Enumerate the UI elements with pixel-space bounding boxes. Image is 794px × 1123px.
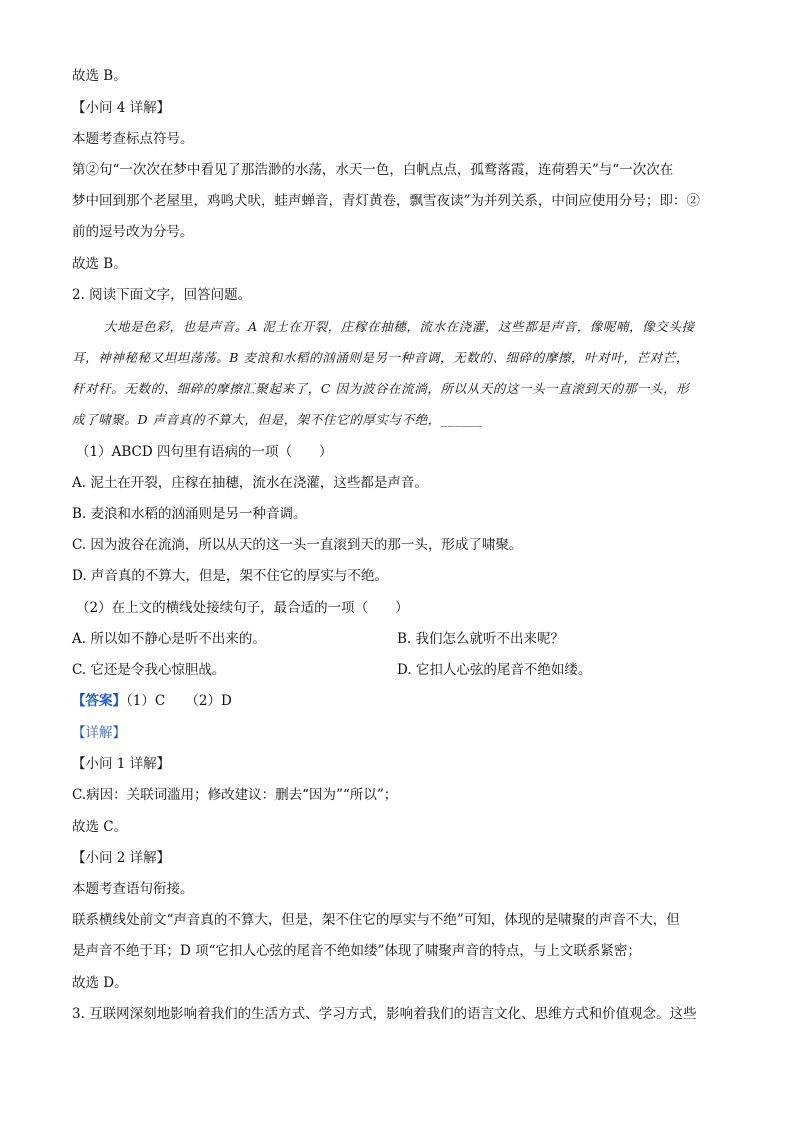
question-title: 2. 阅读下面文字，回答问题。 (72, 287, 252, 303)
answer-text: （1）C （2）D (126, 693, 232, 709)
text-line: 本题考查标点符号。 (72, 131, 194, 147)
text-line: 故选 D。 (72, 975, 128, 991)
sub-question: （1）ABCD 四句里有语病的一项（ ） (76, 444, 333, 460)
text-line: 梦中回到那个老屋里，鸡鸣犬吠，蛙声蝉音，青灯黄卷，飘雪夜读”为并列关系，中间应使用分号；即：② (72, 193, 700, 209)
option-c: C. 因为波谷在流淌，所以从天的这一头一直滚到天的那一头，形成了啸聚。 (72, 537, 523, 553)
text-line: 是声音不绝于耳；D 项“它扣人心弦的尾音不绝如缕”体现了啸聚声音的特点，与上文联系紧密； (72, 943, 641, 959)
text-line: 前的逗号改为分号。 (72, 224, 194, 240)
option-a: A. 泥土在开裂，庄稼在抽穗，流水在浇灌，这些都是声音。 (72, 475, 428, 491)
option-a: A. 所以如不静心是听不出来的。 (72, 631, 266, 647)
question-title: 3. 互联网深刻地影响着我们的生活方式、学习方式，影响着我们的语言文化、思维方式和价值观念。这些 (72, 1006, 697, 1022)
passage-line: 秆对秆。无数的、细碎的摩擦汇聚起来了，C 因为波谷在流淌，所以从天的这一头一直滚到天的那一头，形 (72, 381, 690, 396)
text-line: 故选 B。 (72, 68, 127, 84)
option-b: B. 麦浪和水稻的汹涌则是另一种音调。 (72, 506, 307, 522)
option-d: D. 它扣人心弦的尾音不绝如缕。 (397, 662, 592, 678)
option-c: C. 它还是令我心惊胆战。 (72, 662, 226, 678)
text-line: 联系横线处前文“声音真的不算大，但是，架不住它的厚实与不绝”可知，体现的是啸聚的声音不大，但 (72, 912, 680, 928)
passage-line: 大地是色彩，也是声音。A 泥土在开裂，庄稼在抽穗，流水在浇灌，这些都是声音，像呢喃，像交头接 (104, 319, 695, 334)
passage-line: 耳，神神秘秘又坦坦荡荡。B 麦浪和水稻的汹涌则是另一种音调，无数的、细碎的摩擦，叶对叶，芒对芒， (72, 350, 689, 365)
answer-line (72, 691, 232, 711)
option-b: B. 我们怎么就听不出来呢？ (397, 631, 565, 647)
passage-line: 成了啸聚。D 声音真的不算大，但是，架不住它的厚实与不绝，______ (72, 412, 482, 427)
section-heading: 【小问 4 详解】 (72, 100, 171, 116)
answer-label: 【答案】 (72, 693, 126, 709)
text-line: 故选 B。 (72, 256, 127, 272)
option-d: D. 声音真的不算大，但是，架不住它的厚实与不绝。 (72, 568, 388, 584)
section-heading: 【小问 1 详解】 (72, 756, 171, 772)
text-line: 第②句“一次次在梦中看见了那浩渺的水荡，水天一色，白帆点点，孤鹜落霞，连荷碧天”与“一次次在 (72, 162, 674, 178)
text-line: C.病因：关联词滥用；修改建议：删去“因为”“所以”； (72, 787, 398, 803)
text-line: 本题考查语句衔接。 (72, 881, 194, 897)
text-line: 故选 C。 (72, 819, 128, 835)
section-heading: 【小问 2 详解】 (72, 850, 171, 866)
detail-label: 【详解】 (72, 725, 126, 741)
sub-question: （2）在上文的横线处接续句子，最合适的一项（ ） (76, 600, 409, 616)
